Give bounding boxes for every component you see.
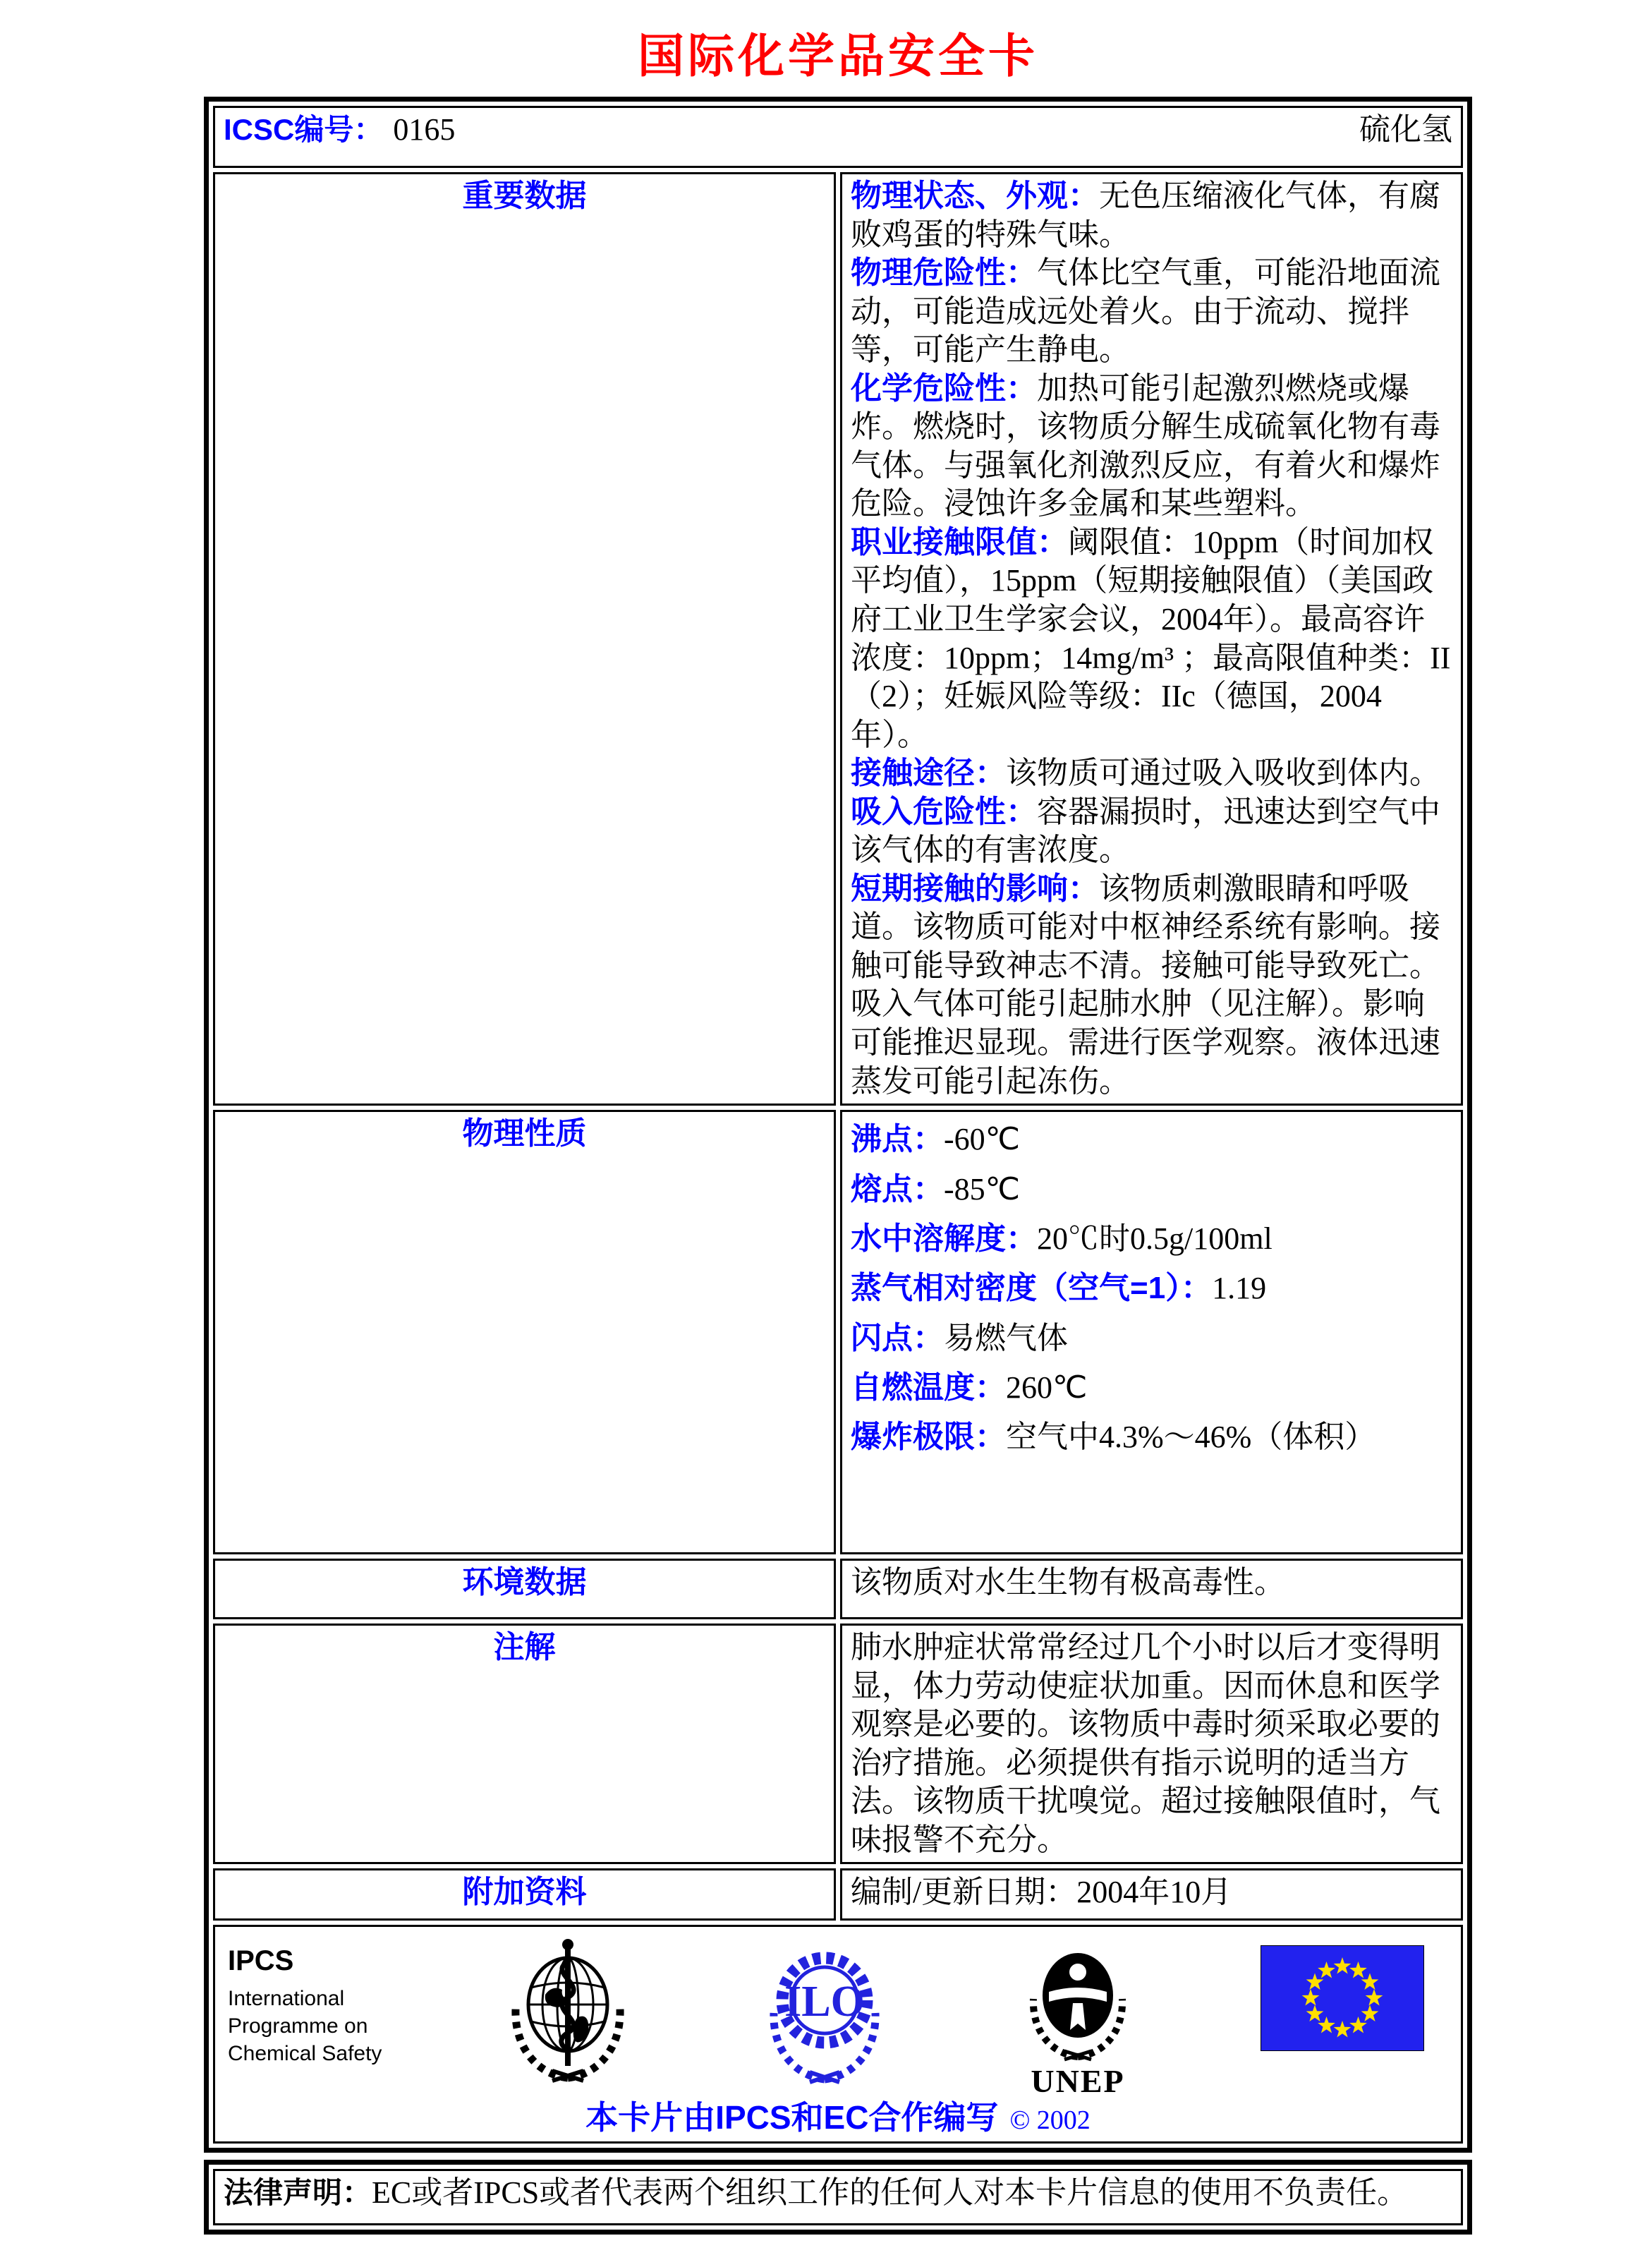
data-item-short-term-effects xyxy=(851,870,1452,1101)
item-text: 气体比空气重，可能沿地面流动，可能造成远处着火。由于流动、搅拌等，可能产生静电。 xyxy=(851,255,1440,368)
item-text: 无色压缩液化气体，有腐败鸡蛋的特殊气味。 xyxy=(851,179,1440,252)
unep-text: UNEP xyxy=(1031,2063,1125,2098)
item-label: 接触途径： xyxy=(851,756,1006,791)
additional-info-row xyxy=(213,1868,1463,1921)
icsc-number-group xyxy=(224,111,455,150)
item-label: 沸点： xyxy=(851,1122,944,1157)
item-label: 爆炸极限： xyxy=(851,1420,1006,1455)
legal-row xyxy=(213,2169,1463,2225)
item-text: 260℃ xyxy=(1006,1370,1088,1405)
item-text: -60℃ xyxy=(944,1122,1021,1157)
item-text: 容器漏损时，迅速达到空气中该气体的有害浓度。 xyxy=(851,794,1440,868)
logos-cell xyxy=(213,1925,1463,2144)
item-label: 物理危险性： xyxy=(851,255,1037,291)
credit-line xyxy=(224,2098,1452,2139)
additional-info-content: 编制/更新日期：2004年10月 xyxy=(840,1868,1463,1921)
legal-cell xyxy=(213,2169,1463,2225)
section-label-physical-properties: 物理性质 xyxy=(213,1110,836,1554)
item-label: 短期接触的影响： xyxy=(851,871,1099,906)
eu-flag-wrap xyxy=(1261,1935,1424,2061)
ipcs-line: International xyxy=(228,1987,345,2011)
copyright-text: © 2002 xyxy=(1009,2105,1091,2136)
environmental-data-content: 该物质对水生生物有极高毒性。 xyxy=(840,1559,1463,1619)
phys-item-flash-point xyxy=(851,1314,1452,1363)
item-label: 水中溶解度： xyxy=(851,1221,1037,1256)
item-label: 吸入危险性： xyxy=(851,794,1037,829)
item-text: 该物质刺激眼睛和呼吸道。该物质可能对中枢神经系统有影响。接触可能导致神志不清。接触可能导致死亡。吸入气体可能引起肺水肿（见注解）。影响可能推迟显现。需进行医学观察。液体迅速蒸发可能引起冻伤。 xyxy=(851,871,1440,1099)
header-row xyxy=(213,106,1463,168)
phys-item-autoignition-temp xyxy=(851,1363,1452,1413)
ipcs-acronym: IPCS xyxy=(228,1945,294,1977)
item-text: 阈限值：10ppm（时间加权平均值），15ppm（短期接触限值）（美国政府工业卫生学家会议，2004年）。最高容许浓度：10ppm；14mg/m³ ；最高限值种类：II（2）；妊娠风险等级：IIc（德国，2004年）。 xyxy=(851,524,1451,752)
icsc-page xyxy=(0,18,1652,2235)
chemical-name: 硫化氢 xyxy=(1359,112,1452,147)
item-text: 加热可能引起激烈燃烧或爆炸。燃烧时，该物质分解生成硫氧化物有毒气体。与强氧化剂激烈反应，有着火和爆炸危险。浸蚀许多金属和某些塑料。 xyxy=(851,370,1440,521)
ilo-text: ILO xyxy=(784,1978,866,2026)
credit-text: 本卡片由IPCS和EC合作编写 xyxy=(585,2099,999,2136)
item-label: 闪点： xyxy=(851,1320,944,1355)
data-item-inhalation-risk xyxy=(851,793,1452,870)
logos-row xyxy=(213,1925,1463,2144)
data-item-occupational-limits xyxy=(851,524,1452,754)
notes-row xyxy=(213,1624,1463,1864)
legal-label: 法律声明： xyxy=(224,2175,372,2209)
item-text: -85℃ xyxy=(944,1171,1021,1207)
item-text: 20℃时0.5g/100ml xyxy=(1037,1221,1273,1256)
notes-content: 肺水肿症状常常经过几个小时以后才变得明显，体力劳动使症状加重。因而休息和医学观察是必要的。该物质中毒时须采取必要的治疗措施。必须提供有指示说明的适当方法。该物质干扰嗅觉。超过接触限值时，气味报警不充分。 xyxy=(840,1624,1463,1864)
phys-item-vapor-density xyxy=(851,1264,1452,1313)
who-logo xyxy=(499,1935,637,2085)
legal-text: EC或者IPCS或者代表两个组织工作的任何人对本卡片信息的使用不负责任。 xyxy=(372,2175,1409,2210)
item-label: 物理状态、外观： xyxy=(851,179,1099,213)
item-label: 化学危险性： xyxy=(851,370,1037,406)
section-label-notes: 注解 xyxy=(213,1624,836,1864)
icsc-card-table xyxy=(204,97,1472,2153)
item-text: 空气中4.3%～46%（体积） xyxy=(1006,1420,1376,1455)
unep-logo xyxy=(1012,1935,1143,2098)
data-item-physical-hazard xyxy=(851,254,1452,370)
item-label: 蒸气相对密度（空气=1）： xyxy=(851,1271,1213,1306)
item-text: 该物质可通过吸入吸收到体内。 xyxy=(1006,756,1440,791)
section-label-additional-info: 附加资料 xyxy=(213,1868,836,1921)
header-cell xyxy=(213,106,1463,168)
item-label: 自燃温度： xyxy=(851,1370,1006,1405)
item-label: 职业接触限值： xyxy=(851,524,1068,560)
section-label-environmental-data: 环境数据 xyxy=(213,1559,836,1619)
icsc-number-label: ICSC编号： xyxy=(224,113,384,146)
legal-table xyxy=(204,2160,1472,2235)
physical-properties-row xyxy=(213,1110,1463,1554)
phys-item-melting-point xyxy=(851,1165,1452,1214)
page-title: 国际化学品安全卡 xyxy=(638,30,1038,82)
icsc-number-value: 0165 xyxy=(393,112,456,147)
important-data-row xyxy=(213,172,1463,1106)
item-text: 易燃气体 xyxy=(944,1320,1068,1355)
ipcs-block xyxy=(228,1935,382,2067)
item-text: 1.19 xyxy=(1212,1271,1267,1306)
ipcs-line: Chemical Safety xyxy=(228,2042,382,2066)
phys-item-explosive-limits xyxy=(851,1413,1452,1462)
phys-item-boiling-point xyxy=(851,1115,1452,1164)
eu-flag xyxy=(1261,1945,1424,2051)
section-label-important-data: 重要数据 xyxy=(213,172,836,1106)
data-item-chemical-hazard xyxy=(851,370,1452,524)
important-data-content xyxy=(840,172,1463,1106)
ipcs-line: Programme on xyxy=(228,2014,368,2038)
data-item-exposure-routes xyxy=(851,754,1452,793)
item-label: 熔点： xyxy=(851,1171,944,1207)
physical-properties-content xyxy=(840,1110,1463,1554)
environmental-data-row xyxy=(213,1559,1463,1619)
ilo-logo xyxy=(754,1935,895,2085)
phys-item-water-solubility xyxy=(851,1214,1452,1264)
data-item-physical-state xyxy=(851,177,1452,254)
